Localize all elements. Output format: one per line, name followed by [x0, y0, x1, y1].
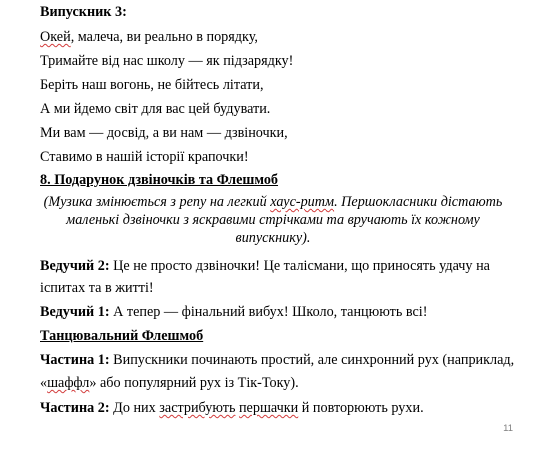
speaker-3-label: Випускник 3:	[40, 4, 127, 20]
part-1-line-cont: «шаффл» або популярний рух із Тік-Току).	[40, 375, 299, 391]
host-2-label: Ведучий 2:	[40, 258, 110, 274]
flashmob-heading: Танцювальний Флешмоб	[40, 328, 204, 344]
spellcheck-word: шаффл	[47, 375, 90, 391]
host-1-label: Ведучий 1:	[40, 304, 110, 320]
spellcheck-word: Окей	[40, 29, 71, 45]
stage-direction-line-2: маленькі дзвіночки з яскравими стрічками та вручають їх кожному	[66, 212, 480, 228]
part-1-line: Частина 1: Випускники починають простий, але синхронний рух (наприклад,	[40, 352, 515, 368]
host-2-line: Ведучий 2: Це не просто дзвіночки! Це талісмани, що приносять удачу на	[40, 258, 490, 274]
spellcheck-word: першачки	[238, 400, 299, 416]
part-2-line: Частина 2: До них застрибують першачки й повторюють рухи.	[40, 400, 424, 416]
stage-direction-line-3: випускнику).	[235, 230, 311, 246]
verse-line-5: Ми вам — досвід, а ви нам — дзвіночки,	[40, 125, 288, 141]
verse-line-6: Ставимо в нашій історії крапочки!	[40, 149, 249, 165]
spellcheck-word: застрибують	[159, 400, 236, 416]
host-2-line-cont: іспитах та в житті!	[40, 280, 154, 296]
verse-line-2: Тримайте від нас школу — як підзарядку!	[40, 53, 294, 69]
part-1-label: Частина 1:	[40, 352, 110, 368]
verse-line-4: А ми йдемо світ для вас цей будувати.	[40, 101, 271, 117]
verse-line-1: Окей, малеча, ви реально в порядку,	[40, 29, 258, 45]
section-8-heading: 8. Подарунок дзвіночків та Флешмоб	[40, 172, 279, 188]
host-1-line: Ведучий 1: А тепер — фінальний вибух! Школо, танцюють всі!	[40, 304, 428, 320]
spellcheck-word: хаус-ритм	[270, 194, 335, 210]
verse-line-3: Беріть наш вогонь, не бійтесь літати,	[40, 77, 264, 93]
stage-direction-line-1: (Музика змінюється з репу на легкий хаус-ритм. Першокласники дістають	[43, 194, 503, 210]
page-number: 11	[503, 423, 513, 434]
stage-direction	[40, 193, 506, 247]
part-2-label: Частина 2:	[40, 400, 110, 416]
